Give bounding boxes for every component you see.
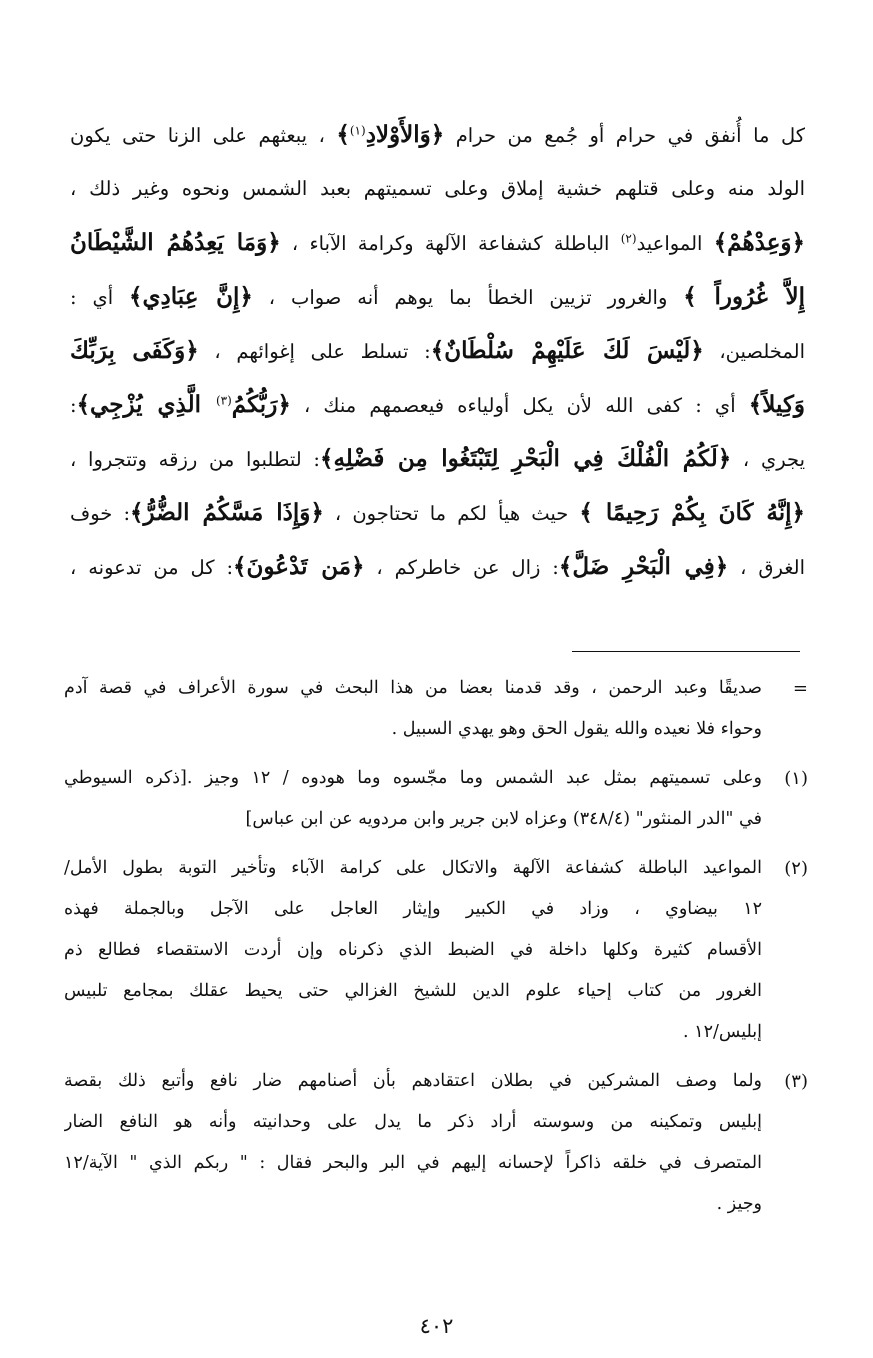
quran-quote: ﴿إِنَّ عِبَادِي﴾ — [129, 283, 253, 310]
quran-quote: ﴿وَعِدْهُمْ﴾ — [713, 229, 805, 256]
text-line: ﴿إِنَّهُ كَانَ بِكُمْ رَحِيمًا ﴾ حيث هيأ لكم ما تحتاجون ، ﴿وَإِذَا مَسَّكُمُ الضُّرُّ﴾: خوف — [70, 499, 805, 526]
text-line: الغرق ، ﴿فِي الْبَحْرِ ضَلَّ﴾: زال عن خاطركم ، ﴿مَن تَدْعُونَ﴾: كل من تدعونه ، — [70, 553, 805, 580]
footnote-line: وحواء فلا نعيده والله يقول الحق وهو يهدي السبيل . — [391, 719, 762, 739]
footnote-2 — [64, 848, 808, 1053]
text-line: المخلصين، ﴿لَيْسَ لَكَ عَلَيْهِمْ سُلْطَانٌ﴾: تسلط على إغوائهم ، ﴿وَكَفَى بِرَبِّكَ — [70, 337, 805, 364]
footnote-line: ولما وصف المشركين في بطلان اعتقادهم بأن أصنامهم ضار نافع وأتبع ذلك بقصة — [64, 1071, 762, 1091]
footnote-mark: = — [792, 678, 808, 699]
text-line: وَكِيلاً﴾ أي : كفى الله لأن يكل أولياءه فيعصمهم منك ، ﴿رَبُّكُمُ$^{(٣)}$ الَّذِي يُزْجِي﴾: — [70, 391, 805, 418]
quran-quote: إِلاَّ غُرُوراً ﴾ — [683, 283, 805, 310]
quran-quote: ﴿لَيْسَ لَكَ عَلَيْهِمْ سُلْطَانٌ﴾ — [430, 337, 704, 364]
footnote-line: صديقًا وعبد الرحمن ، وقد قدمنا بعضا من هذا البحث في سورة الأعراف في قصة آدم — [64, 678, 762, 698]
footnote-continued — [64, 668, 808, 750]
footnote-mark: (٢) — [784, 858, 808, 879]
footnote-line: إبليس وتمكينه من وسوسته أراد ذكر ما يدل على وحدانيته وأنه هو النافع الضار — [64, 1112, 762, 1132]
footnote-mark: (١) — [784, 768, 808, 789]
quran-quote: وَكِيلاً﴾ — [748, 391, 805, 418]
quran-quote: ﴿وَمَا يَعِدُهُمُ الشَّيْطَانُ — [70, 229, 281, 256]
text-line: الولد منه وعلى قتلهم خشية إملاق وعلى تسميتهم بعبد الشمس ونحوه وغير ذلك ، — [70, 177, 805, 200]
footnote-ref: (٣) — [215, 393, 232, 408]
footnote-line: في "الدر المنثور" (٣٤٨/٤) وعزاه لابن جرير وابن مردويه عن ابن عباس] — [245, 809, 762, 829]
footnote-line: المواعيد الباطلة كشفاعة الآلهة والاتكال على كرامة الآباء وتأخير التوبة بطول الأمل/ — [64, 858, 762, 878]
text-line: ﴿وَعِدْهُمْ﴾ المواعيد$^{(٢)}$ الباطلة كشفاعة الآلهة وكرامة الآباء ، ﴿وَمَا يَعِدُهُمُ الشَّيْطَانُ — [70, 229, 805, 256]
text-line: يجري ، ﴿لَكُمُ الْفُلْكَ فِي الْبَحْرِ لِتَبْتَغُوا مِن فَضْلِهِ﴾: لتطلبوا من رزقه وتتجروا ، — [70, 445, 805, 472]
footnotes — [64, 668, 808, 1233]
quran-quote: ﴾ — [336, 121, 350, 148]
footnote-line: وجيز . — [716, 1194, 762, 1214]
footnote-1 — [64, 758, 808, 840]
footnote-ref: (٢) — [620, 231, 637, 246]
text-line: كل ما أُنفق في حرام أو جُمع من حرام ﴿وَالأَوْلادِ$^{(١)}$﴾ ، يبعثهم على الزنا حتى يكون — [70, 121, 805, 148]
quran-quote: ﴿فِي الْبَحْرِ ضَلَّ﴾ — [558, 553, 729, 580]
quran-quote: ﴿وَإِذَا مَسَّكُمُ الضُّرُّ﴾ — [130, 499, 324, 526]
footnote-line: وعلى تسميتهم بمثل عبد الشمس وما مجّسوه وما هودوه / ١٢ وجيز .[ذكره السيوطي — [64, 768, 762, 788]
page-number: ٤٠٢ — [419, 1314, 454, 1338]
footnote-line: ١٢ بيضاوي ، وزاد في الكبير وإيثار العاجل على الآجل وبالجملة فهذه — [64, 899, 762, 919]
footnote-ref: (١) — [349, 123, 366, 138]
footnote-line: الغرور من كتاب إحياء علوم الدين للشيخ الغزالي حتى يحيط عقلك بمجامع تلبيس — [64, 981, 762, 1001]
footnote-separator — [572, 651, 800, 652]
quran-quote: ﴿مَن تَدْعُونَ﴾ — [233, 553, 365, 580]
quran-quote: ﴿وَالأَوْلادِ — [365, 121, 445, 148]
quran-quote: ﴿لَكُمُ الْفُلْكَ فِي الْبَحْرِ لِتَبْتَغُوا مِن فَضْلِهِ﴾ — [320, 445, 732, 472]
footnote-line: المتصرف في خلقه ذاكراً لإحسانه إليهم في البر والبحر فقال : " ربكم الذي " الآية/١٢ — [64, 1153, 762, 1173]
quran-quote: ﴿إِنَّهُ كَانَ بِكُمْ رَحِيمًا ﴾ — [579, 499, 805, 526]
quran-quote: ﴿رَبُّكُمُ — [231, 391, 291, 418]
footnote-line: إبليس/١٢ . — [683, 1022, 762, 1042]
main-text — [70, 108, 805, 594]
footnote-3 — [64, 1061, 808, 1225]
text-line: إِلاَّ غُرُوراً ﴾ والغرور تزيين الخطأ بما يوهم أنه صواب ، ﴿إِنَّ عِبَادِي﴾ أي : — [70, 283, 805, 310]
footnote-line: الأقسام كثيرة وكلها داخلة في الضبط الذي ذكرناه وإن أردت الاستقصاء فطالع ذم — [64, 940, 762, 960]
quran-quote: الَّذِي يُزْجِي﴾ — [76, 391, 216, 418]
footnote-mark: (٣) — [784, 1071, 808, 1092]
quran-quote: ﴿وَكَفَى بِرَبِّكَ — [70, 337, 199, 364]
